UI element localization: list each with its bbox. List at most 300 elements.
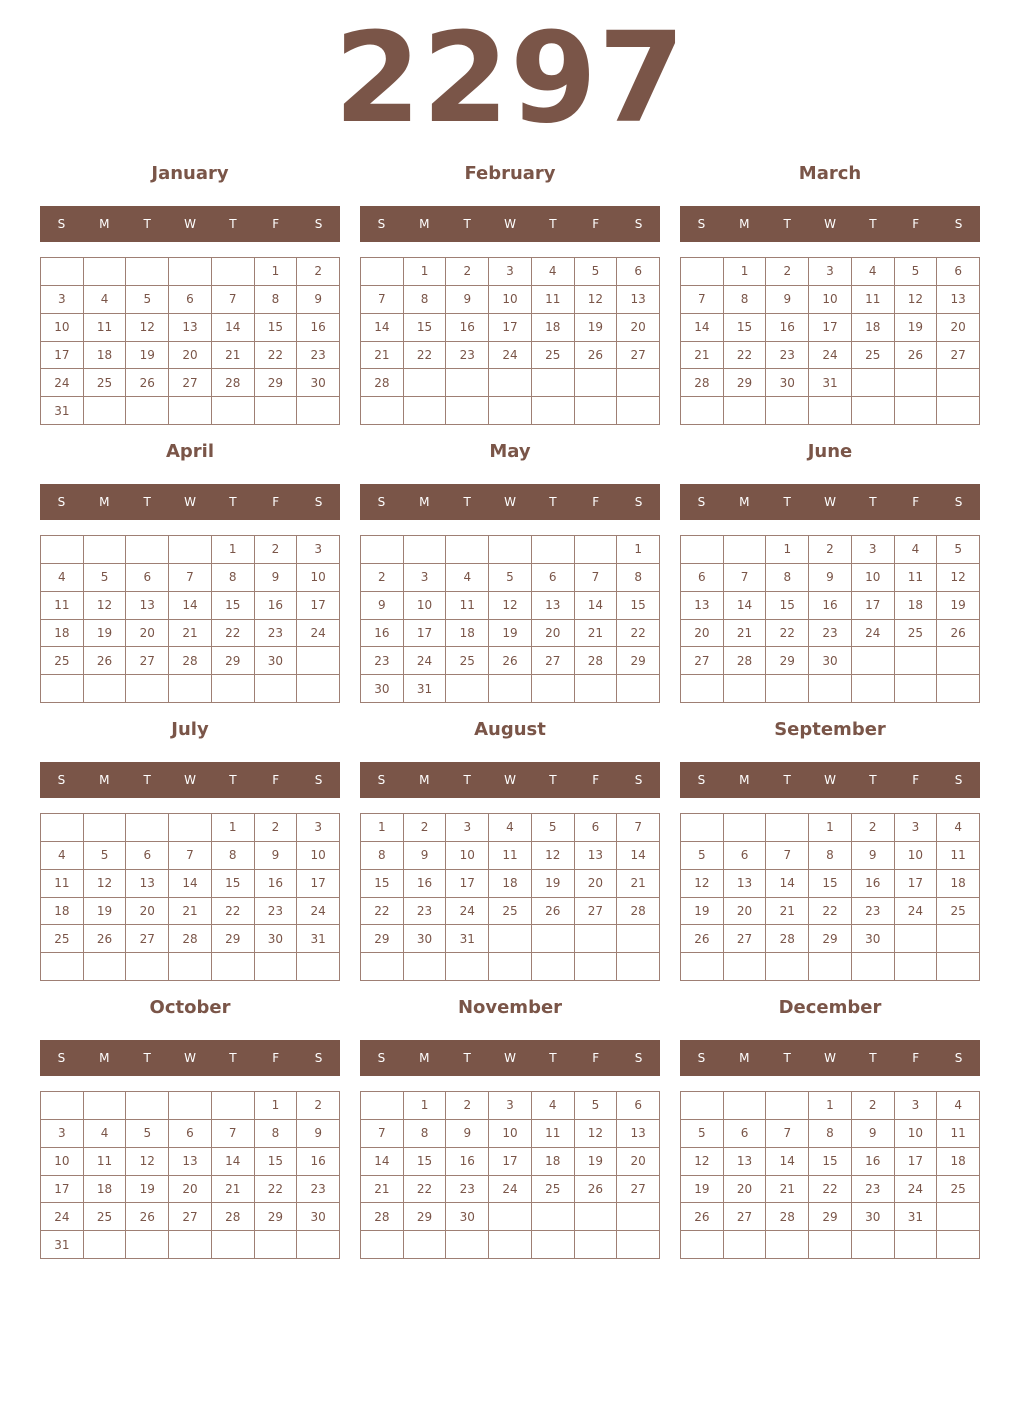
day-cell[interactable]: 28 — [361, 1203, 404, 1231]
day-cell[interactable]: 24 — [895, 898, 938, 926]
day-cell[interactable]: 19 — [575, 314, 618, 342]
day-cell[interactable]: 6 — [724, 1120, 767, 1148]
day-cell[interactable]: 25 — [41, 925, 84, 953]
day-cell[interactable]: 21 — [617, 870, 660, 898]
day-cell[interactable]: 8 — [212, 564, 255, 592]
day-cell[interactable]: 13 — [169, 1148, 212, 1176]
day-cell[interactable]: 27 — [617, 1176, 660, 1204]
day-cell[interactable]: 5 — [126, 1120, 169, 1148]
day-cell[interactable]: 14 — [169, 592, 212, 620]
day-cell[interactable]: 10 — [404, 592, 447, 620]
day-cell[interactable]: 19 — [681, 1176, 724, 1204]
day-cell[interactable]: 19 — [681, 898, 724, 926]
day-cell[interactable]: 21 — [212, 1176, 255, 1204]
day-cell[interactable]: 19 — [84, 898, 127, 926]
day-cell[interactable]: 10 — [852, 564, 895, 592]
day-cell[interactable]: 8 — [212, 842, 255, 870]
day-cell[interactable]: 8 — [766, 564, 809, 592]
day-cell[interactable]: 9 — [852, 842, 895, 870]
day-cell[interactable]: 26 — [937, 620, 980, 648]
day-cell[interactable]: 21 — [361, 342, 404, 370]
day-cell[interactable]: 18 — [489, 870, 532, 898]
day-cell[interactable]: 21 — [212, 342, 255, 370]
day-cell[interactable]: 20 — [937, 314, 980, 342]
day-cell[interactable]: 11 — [41, 870, 84, 898]
day-cell[interactable]: 6 — [617, 258, 660, 286]
day-cell[interactable]: 13 — [724, 1148, 767, 1176]
day-cell[interactable]: 18 — [84, 1176, 127, 1204]
day-cell[interactable]: 25 — [532, 1176, 575, 1204]
day-cell[interactable]: 26 — [126, 369, 169, 397]
day-cell[interactable]: 13 — [724, 870, 767, 898]
day-cell[interactable]: 7 — [575, 564, 618, 592]
day-cell[interactable]: 26 — [84, 925, 127, 953]
day-cell[interactable]: 16 — [255, 592, 298, 620]
day-cell[interactable]: 12 — [575, 286, 618, 314]
day-cell[interactable]: 18 — [852, 314, 895, 342]
day-cell[interactable]: 31 — [895, 1203, 938, 1231]
day-cell[interactable]: 26 — [575, 1176, 618, 1204]
day-cell[interactable]: 5 — [681, 1120, 724, 1148]
day-cell[interactable]: 28 — [169, 925, 212, 953]
day-cell[interactable]: 11 — [895, 564, 938, 592]
day-cell[interactable]: 10 — [297, 564, 340, 592]
day-cell[interactable]: 2 — [297, 258, 340, 286]
day-cell[interactable]: 2 — [852, 1092, 895, 1120]
day-cell[interactable]: 28 — [766, 1203, 809, 1231]
day-cell[interactable]: 27 — [126, 925, 169, 953]
day-cell[interactable]: 13 — [617, 1120, 660, 1148]
day-cell[interactable]: 23 — [852, 898, 895, 926]
day-cell[interactable]: 30 — [297, 369, 340, 397]
day-cell[interactable]: 19 — [575, 1148, 618, 1176]
day-cell[interactable]: 5 — [489, 564, 532, 592]
day-cell[interactable]: 29 — [809, 925, 852, 953]
day-cell[interactable]: 7 — [724, 564, 767, 592]
day-cell[interactable]: 22 — [255, 342, 298, 370]
day-cell[interactable]: 20 — [126, 620, 169, 648]
day-cell[interactable]: 28 — [681, 369, 724, 397]
day-cell[interactable]: 24 — [446, 898, 489, 926]
day-cell[interactable]: 10 — [895, 842, 938, 870]
day-cell[interactable]: 2 — [404, 814, 447, 842]
day-cell[interactable]: 3 — [297, 536, 340, 564]
day-cell[interactable]: 15 — [212, 592, 255, 620]
day-cell[interactable]: 2 — [297, 1092, 340, 1120]
day-cell[interactable]: 3 — [446, 814, 489, 842]
day-cell[interactable]: 10 — [297, 842, 340, 870]
day-cell[interactable]: 20 — [724, 1176, 767, 1204]
day-cell[interactable]: 25 — [41, 647, 84, 675]
day-cell[interactable]: 19 — [937, 592, 980, 620]
day-cell[interactable]: 11 — [84, 1148, 127, 1176]
day-cell[interactable]: 9 — [255, 564, 298, 592]
day-cell[interactable]: 13 — [617, 286, 660, 314]
day-cell[interactable]: 5 — [937, 536, 980, 564]
day-cell[interactable]: 25 — [84, 1203, 127, 1231]
day-cell[interactable]: 22 — [212, 898, 255, 926]
day-cell[interactable]: 28 — [724, 647, 767, 675]
day-cell[interactable]: 10 — [41, 1148, 84, 1176]
day-cell[interactable]: 29 — [766, 647, 809, 675]
day-cell[interactable]: 23 — [255, 620, 298, 648]
day-cell[interactable]: 26 — [681, 925, 724, 953]
day-cell[interactable]: 15 — [404, 1148, 447, 1176]
day-cell[interactable]: 28 — [617, 898, 660, 926]
day-cell[interactable]: 16 — [297, 314, 340, 342]
day-cell[interactable]: 5 — [681, 842, 724, 870]
day-cell[interactable]: 6 — [126, 842, 169, 870]
day-cell[interactable]: 8 — [809, 842, 852, 870]
day-cell[interactable]: 11 — [41, 592, 84, 620]
day-cell[interactable]: 16 — [446, 1148, 489, 1176]
day-cell[interactable]: 17 — [895, 870, 938, 898]
day-cell[interactable]: 23 — [297, 1176, 340, 1204]
day-cell[interactable]: 24 — [41, 369, 84, 397]
day-cell[interactable]: 22 — [617, 620, 660, 648]
day-cell[interactable]: 6 — [937, 258, 980, 286]
day-cell[interactable]: 26 — [681, 1203, 724, 1231]
day-cell[interactable]: 23 — [361, 647, 404, 675]
day-cell[interactable]: 16 — [404, 870, 447, 898]
day-cell[interactable]: 28 — [575, 647, 618, 675]
day-cell[interactable]: 20 — [126, 898, 169, 926]
day-cell[interactable]: 7 — [361, 286, 404, 314]
day-cell[interactable]: 15 — [212, 870, 255, 898]
day-cell[interactable]: 21 — [169, 620, 212, 648]
day-cell[interactable]: 21 — [766, 898, 809, 926]
day-cell[interactable]: 28 — [766, 925, 809, 953]
day-cell[interactable]: 1 — [809, 1092, 852, 1120]
day-cell[interactable]: 14 — [169, 870, 212, 898]
day-cell[interactable]: 13 — [126, 592, 169, 620]
day-cell[interactable]: 18 — [937, 870, 980, 898]
day-cell[interactable]: 30 — [852, 1203, 895, 1231]
day-cell[interactable]: 24 — [489, 342, 532, 370]
day-cell[interactable]: 6 — [575, 814, 618, 842]
day-cell[interactable]: 24 — [404, 647, 447, 675]
day-cell[interactable]: 9 — [446, 286, 489, 314]
day-cell[interactable]: 9 — [361, 592, 404, 620]
day-cell[interactable]: 11 — [937, 842, 980, 870]
day-cell[interactable]: 14 — [766, 870, 809, 898]
day-cell[interactable]: 27 — [169, 1203, 212, 1231]
day-cell[interactable]: 19 — [895, 314, 938, 342]
day-cell[interactable]: 12 — [126, 314, 169, 342]
day-cell[interactable]: 23 — [446, 342, 489, 370]
day-cell[interactable]: 13 — [681, 592, 724, 620]
day-cell[interactable]: 27 — [937, 342, 980, 370]
day-cell[interactable]: 17 — [489, 1148, 532, 1176]
day-cell[interactable]: 1 — [766, 536, 809, 564]
day-cell[interactable]: 15 — [361, 870, 404, 898]
day-cell[interactable]: 13 — [169, 314, 212, 342]
day-cell[interactable]: 12 — [532, 842, 575, 870]
day-cell[interactable]: 1 — [404, 1092, 447, 1120]
day-cell[interactable]: 4 — [41, 564, 84, 592]
day-cell[interactable]: 30 — [766, 369, 809, 397]
day-cell[interactable]: 1 — [617, 536, 660, 564]
day-cell[interactable]: 14 — [766, 1148, 809, 1176]
day-cell[interactable]: 16 — [361, 620, 404, 648]
day-cell[interactable]: 26 — [126, 1203, 169, 1231]
day-cell[interactable]: 25 — [937, 898, 980, 926]
day-cell[interactable]: 27 — [169, 369, 212, 397]
day-cell[interactable]: 2 — [446, 1092, 489, 1120]
day-cell[interactable]: 23 — [766, 342, 809, 370]
day-cell[interactable]: 26 — [489, 647, 532, 675]
day-cell[interactable]: 17 — [852, 592, 895, 620]
day-cell[interactable]: 24 — [895, 1176, 938, 1204]
day-cell[interactable]: 9 — [297, 286, 340, 314]
day-cell[interactable]: 13 — [937, 286, 980, 314]
day-cell[interactable]: 19 — [126, 1176, 169, 1204]
day-cell[interactable]: 1 — [404, 258, 447, 286]
day-cell[interactable]: 22 — [404, 342, 447, 370]
day-cell[interactable]: 28 — [212, 369, 255, 397]
day-cell[interactable]: 22 — [809, 898, 852, 926]
day-cell[interactable]: 18 — [532, 1148, 575, 1176]
day-cell[interactable]: 19 — [489, 620, 532, 648]
day-cell[interactable]: 19 — [84, 620, 127, 648]
day-cell[interactable]: 2 — [255, 814, 298, 842]
day-cell[interactable]: 29 — [255, 1203, 298, 1231]
day-cell[interactable]: 10 — [895, 1120, 938, 1148]
day-cell[interactable]: 12 — [681, 870, 724, 898]
day-cell[interactable]: 20 — [724, 898, 767, 926]
day-cell[interactable]: 25 — [895, 620, 938, 648]
day-cell[interactable]: 8 — [361, 842, 404, 870]
day-cell[interactable]: 24 — [852, 620, 895, 648]
day-cell[interactable]: 29 — [212, 647, 255, 675]
day-cell[interactable]: 16 — [852, 870, 895, 898]
day-cell[interactable]: 27 — [681, 647, 724, 675]
day-cell[interactable]: 3 — [41, 1120, 84, 1148]
day-cell[interactable]: 29 — [809, 1203, 852, 1231]
day-cell[interactable]: 17 — [809, 314, 852, 342]
day-cell[interactable]: 11 — [84, 314, 127, 342]
day-cell[interactable]: 4 — [84, 286, 127, 314]
day-cell[interactable]: 16 — [766, 314, 809, 342]
day-cell[interactable]: 5 — [575, 1092, 618, 1120]
day-cell[interactable]: 25 — [84, 369, 127, 397]
day-cell[interactable]: 18 — [532, 314, 575, 342]
day-cell[interactable]: 29 — [404, 1203, 447, 1231]
day-cell[interactable]: 4 — [446, 564, 489, 592]
day-cell[interactable]: 15 — [766, 592, 809, 620]
day-cell[interactable]: 21 — [169, 898, 212, 926]
day-cell[interactable]: 17 — [297, 592, 340, 620]
day-cell[interactable]: 1 — [361, 814, 404, 842]
day-cell[interactable]: 15 — [617, 592, 660, 620]
day-cell[interactable]: 30 — [361, 675, 404, 703]
day-cell[interactable]: 23 — [809, 620, 852, 648]
day-cell[interactable]: 14 — [212, 314, 255, 342]
day-cell[interactable]: 30 — [297, 1203, 340, 1231]
day-cell[interactable]: 15 — [809, 870, 852, 898]
day-cell[interactable]: 29 — [617, 647, 660, 675]
day-cell[interactable]: 12 — [937, 564, 980, 592]
day-cell[interactable]: 4 — [41, 842, 84, 870]
day-cell[interactable]: 5 — [532, 814, 575, 842]
day-cell[interactable]: 31 — [404, 675, 447, 703]
day-cell[interactable]: 12 — [126, 1148, 169, 1176]
day-cell[interactable]: 22 — [809, 1176, 852, 1204]
day-cell[interactable]: 16 — [852, 1148, 895, 1176]
day-cell[interactable]: 2 — [809, 536, 852, 564]
day-cell[interactable]: 30 — [255, 925, 298, 953]
day-cell[interactable]: 11 — [446, 592, 489, 620]
day-cell[interactable]: 6 — [126, 564, 169, 592]
day-cell[interactable]: 27 — [126, 647, 169, 675]
day-cell[interactable]: 5 — [84, 842, 127, 870]
day-cell[interactable]: 4 — [489, 814, 532, 842]
day-cell[interactable]: 31 — [41, 1231, 84, 1259]
day-cell[interactable]: 21 — [766, 1176, 809, 1204]
day-cell[interactable]: 7 — [766, 842, 809, 870]
day-cell[interactable]: 21 — [724, 620, 767, 648]
day-cell[interactable]: 12 — [84, 870, 127, 898]
day-cell[interactable]: 25 — [532, 342, 575, 370]
day-cell[interactable]: 3 — [41, 286, 84, 314]
day-cell[interactable]: 29 — [212, 925, 255, 953]
day-cell[interactable]: 8 — [404, 286, 447, 314]
day-cell[interactable]: 23 — [852, 1176, 895, 1204]
day-cell[interactable]: 29 — [255, 369, 298, 397]
day-cell[interactable]: 4 — [937, 1092, 980, 1120]
day-cell[interactable]: 30 — [446, 1203, 489, 1231]
day-cell[interactable]: 20 — [169, 1176, 212, 1204]
day-cell[interactable]: 5 — [895, 258, 938, 286]
day-cell[interactable]: 22 — [724, 342, 767, 370]
day-cell[interactable]: 7 — [169, 564, 212, 592]
day-cell[interactable]: 11 — [489, 842, 532, 870]
day-cell[interactable]: 4 — [937, 814, 980, 842]
day-cell[interactable]: 31 — [41, 397, 84, 425]
day-cell[interactable]: 3 — [895, 1092, 938, 1120]
day-cell[interactable]: 26 — [895, 342, 938, 370]
day-cell[interactable]: 26 — [575, 342, 618, 370]
day-cell[interactable]: 17 — [895, 1148, 938, 1176]
day-cell[interactable]: 2 — [766, 258, 809, 286]
day-cell[interactable]: 8 — [617, 564, 660, 592]
day-cell[interactable]: 15 — [255, 314, 298, 342]
day-cell[interactable]: 14 — [361, 1148, 404, 1176]
day-cell[interactable]: 11 — [852, 286, 895, 314]
day-cell[interactable]: 20 — [681, 620, 724, 648]
day-cell[interactable]: 9 — [297, 1120, 340, 1148]
day-cell[interactable]: 7 — [212, 1120, 255, 1148]
day-cell[interactable]: 27 — [575, 898, 618, 926]
day-cell[interactable]: 14 — [617, 842, 660, 870]
day-cell[interactable]: 30 — [852, 925, 895, 953]
day-cell[interactable]: 27 — [617, 342, 660, 370]
day-cell[interactable]: 21 — [575, 620, 618, 648]
day-cell[interactable]: 4 — [84, 1120, 127, 1148]
day-cell[interactable]: 4 — [895, 536, 938, 564]
day-cell[interactable]: 13 — [532, 592, 575, 620]
day-cell[interactable]: 31 — [809, 369, 852, 397]
day-cell[interactable]: 23 — [255, 898, 298, 926]
day-cell[interactable]: 30 — [255, 647, 298, 675]
day-cell[interactable]: 18 — [446, 620, 489, 648]
day-cell[interactable]: 27 — [724, 925, 767, 953]
day-cell[interactable]: 4 — [532, 258, 575, 286]
day-cell[interactable]: 6 — [724, 842, 767, 870]
day-cell[interactable]: 14 — [361, 314, 404, 342]
day-cell[interactable]: 15 — [255, 1148, 298, 1176]
day-cell[interactable]: 2 — [361, 564, 404, 592]
day-cell[interactable]: 12 — [489, 592, 532, 620]
day-cell[interactable]: 6 — [532, 564, 575, 592]
day-cell[interactable]: 2 — [852, 814, 895, 842]
day-cell[interactable]: 7 — [681, 286, 724, 314]
day-cell[interactable]: 22 — [404, 1176, 447, 1204]
day-cell[interactable]: 24 — [809, 342, 852, 370]
day-cell[interactable]: 17 — [446, 870, 489, 898]
day-cell[interactable]: 17 — [489, 314, 532, 342]
day-cell[interactable]: 14 — [575, 592, 618, 620]
day-cell[interactable]: 1 — [724, 258, 767, 286]
day-cell[interactable]: 8 — [255, 286, 298, 314]
day-cell[interactable]: 3 — [404, 564, 447, 592]
day-cell[interactable]: 5 — [126, 286, 169, 314]
day-cell[interactable]: 3 — [852, 536, 895, 564]
day-cell[interactable]: 19 — [532, 870, 575, 898]
day-cell[interactable]: 12 — [575, 1120, 618, 1148]
day-cell[interactable]: 27 — [724, 1203, 767, 1231]
day-cell[interactable]: 16 — [255, 870, 298, 898]
day-cell[interactable]: 12 — [895, 286, 938, 314]
day-cell[interactable]: 1 — [255, 258, 298, 286]
day-cell[interactable]: 10 — [809, 286, 852, 314]
day-cell[interactable]: 1 — [212, 536, 255, 564]
day-cell[interactable]: 24 — [297, 620, 340, 648]
day-cell[interactable]: 20 — [617, 314, 660, 342]
day-cell[interactable]: 29 — [361, 925, 404, 953]
day-cell[interactable]: 18 — [41, 620, 84, 648]
day-cell[interactable]: 2 — [446, 258, 489, 286]
day-cell[interactable]: 24 — [297, 898, 340, 926]
day-cell[interactable]: 26 — [532, 898, 575, 926]
day-cell[interactable]: 2 — [255, 536, 298, 564]
day-cell[interactable]: 10 — [489, 286, 532, 314]
day-cell[interactable]: 9 — [404, 842, 447, 870]
day-cell[interactable]: 10 — [446, 842, 489, 870]
day-cell[interactable]: 3 — [489, 1092, 532, 1120]
day-cell[interactable]: 17 — [41, 342, 84, 370]
day-cell[interactable]: 12 — [681, 1148, 724, 1176]
day-cell[interactable]: 1 — [212, 814, 255, 842]
day-cell[interactable]: 23 — [297, 342, 340, 370]
day-cell[interactable]: 25 — [937, 1176, 980, 1204]
day-cell[interactable]: 29 — [724, 369, 767, 397]
day-cell[interactable]: 3 — [895, 814, 938, 842]
day-cell[interactable]: 24 — [41, 1203, 84, 1231]
day-cell[interactable]: 24 — [489, 1176, 532, 1204]
day-cell[interactable]: 3 — [809, 258, 852, 286]
day-cell[interactable]: 10 — [41, 314, 84, 342]
day-cell[interactable]: 7 — [617, 814, 660, 842]
day-cell[interactable]: 14 — [681, 314, 724, 342]
day-cell[interactable]: 6 — [169, 286, 212, 314]
day-cell[interactable]: 4 — [532, 1092, 575, 1120]
day-cell[interactable]: 10 — [489, 1120, 532, 1148]
day-cell[interactable]: 7 — [212, 286, 255, 314]
day-cell[interactable]: 20 — [617, 1148, 660, 1176]
day-cell[interactable]: 16 — [297, 1148, 340, 1176]
day-cell[interactable]: 15 — [809, 1148, 852, 1176]
